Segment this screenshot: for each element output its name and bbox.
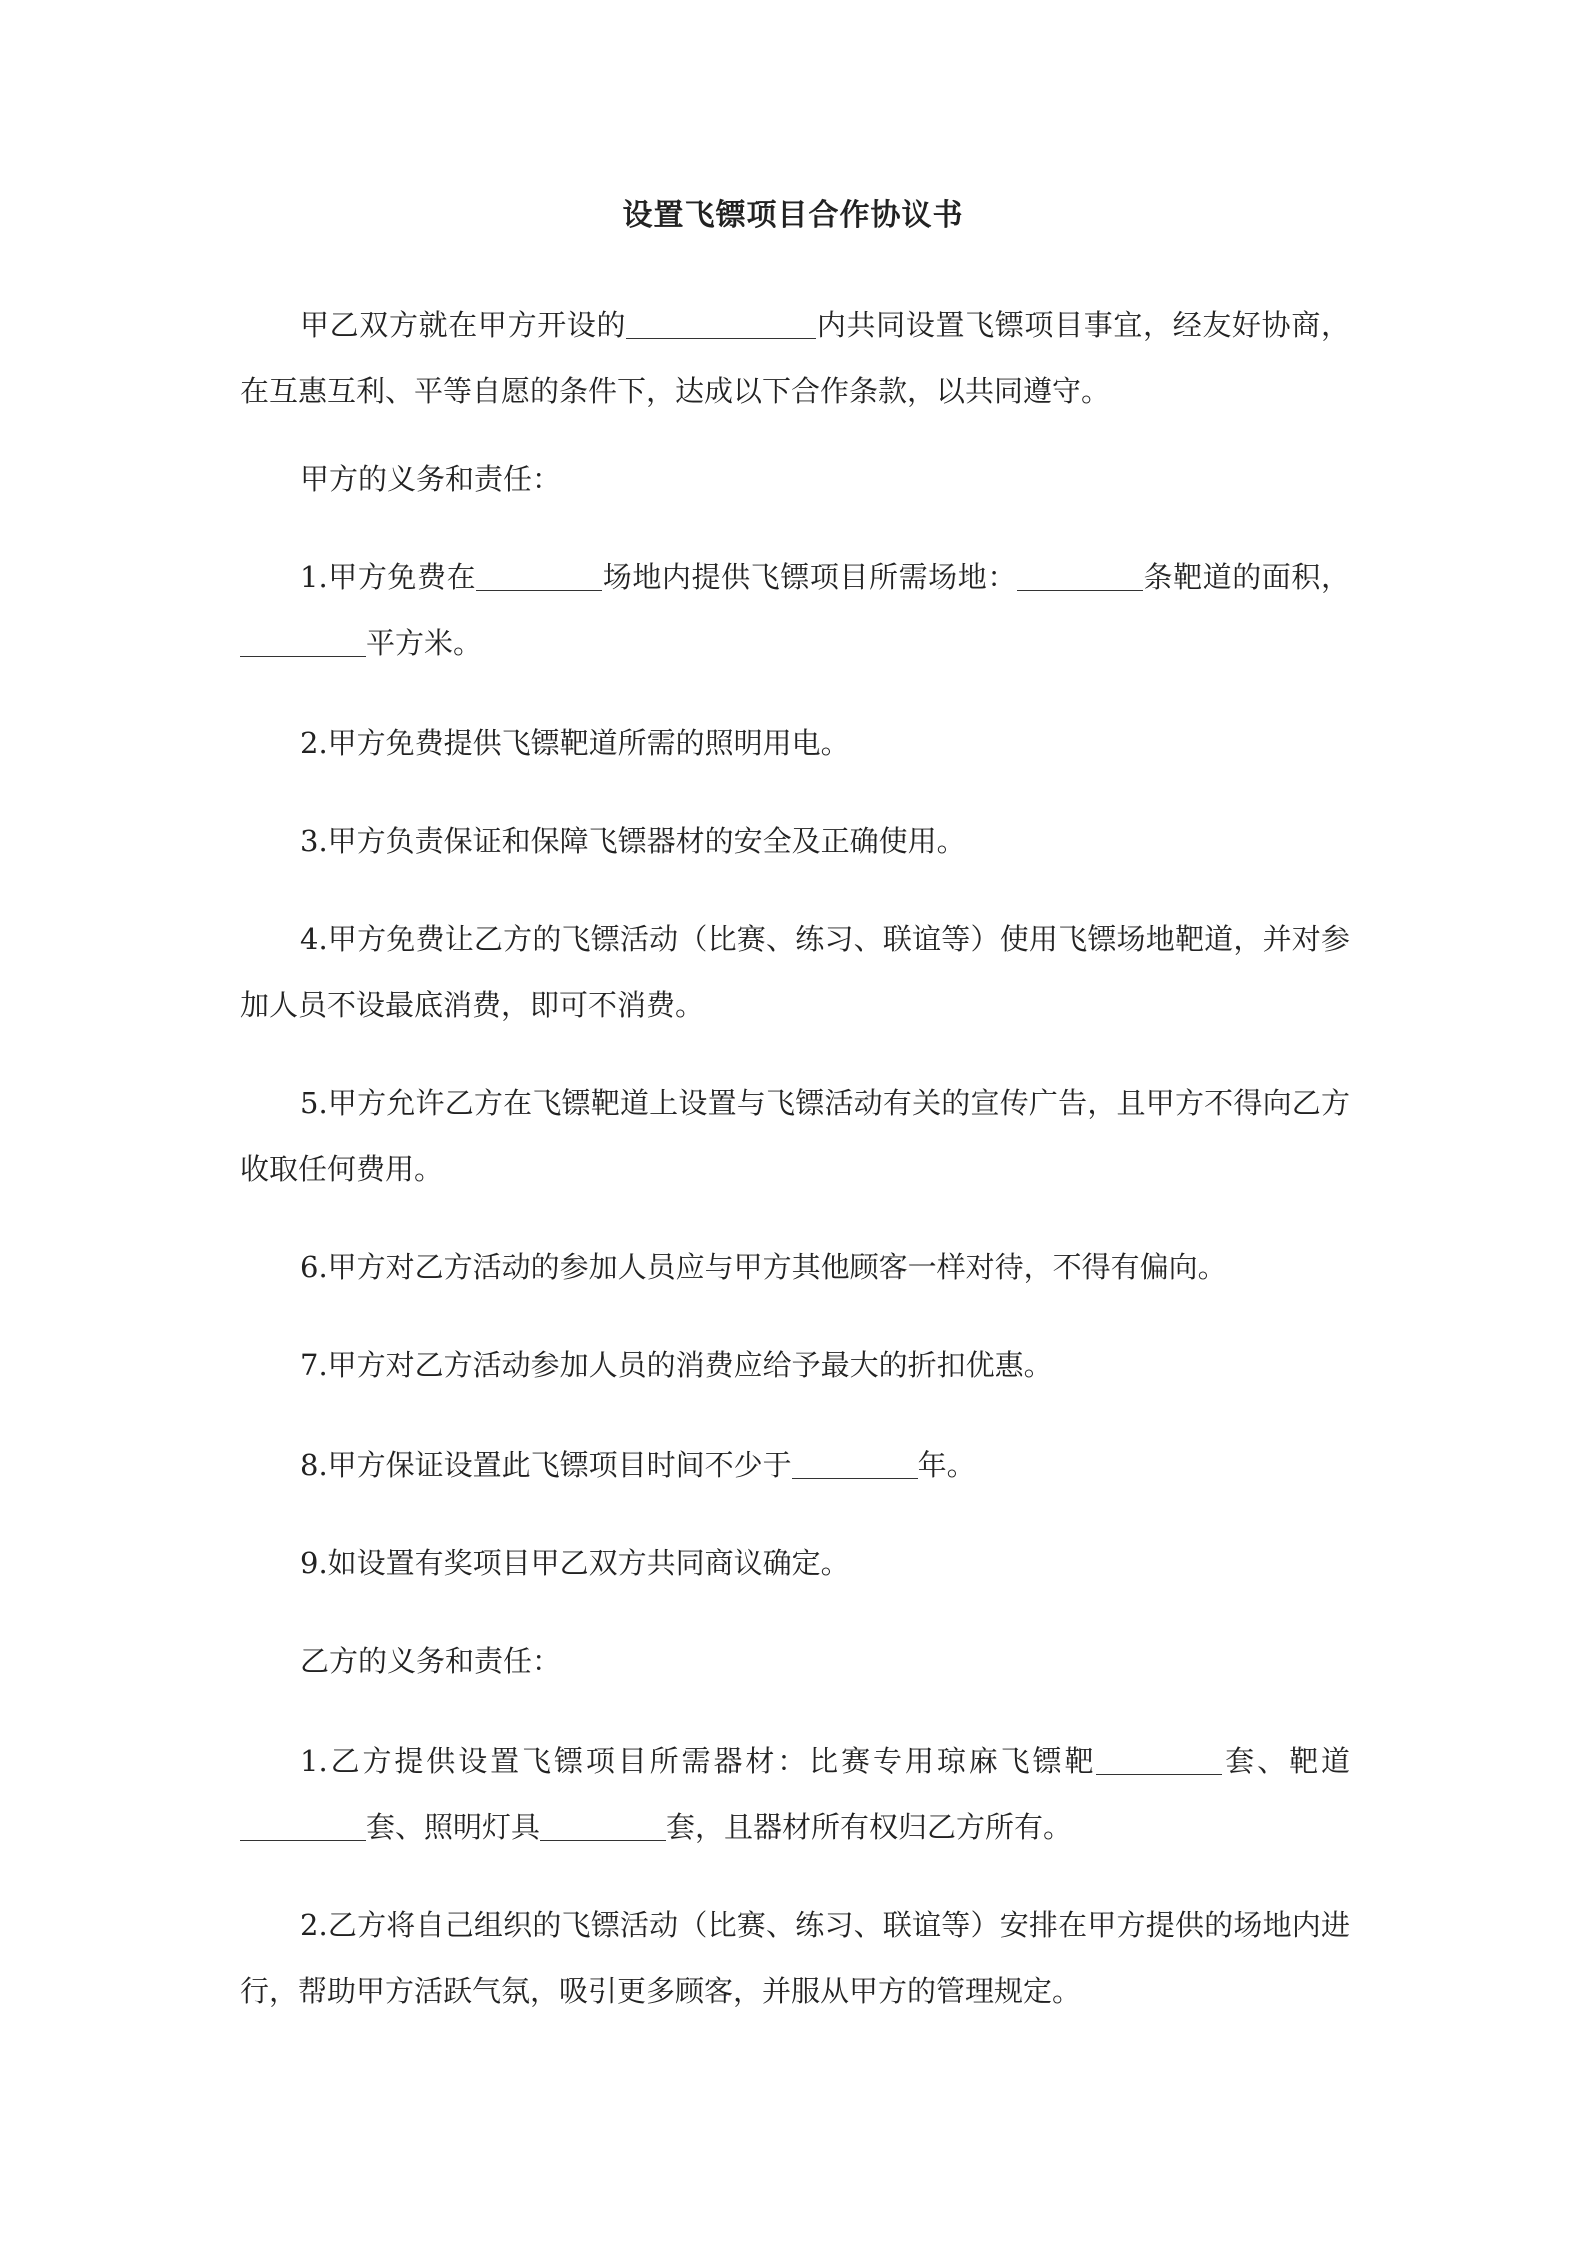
party-b-item-1-text-1: 1.乙方提供设置飞镖项目所需器材：比赛专用琼麻飞镖靶 [300,1744,1097,1778]
venue-name-blank [626,308,816,339]
party-b-item-2: 2.乙方将自己组织的飞镖活动（比赛、练习、联谊等）安排在甲方提供的场地内进行，帮助甲方活跃气氛，吸引更多顾客，并服从甲方的管理规定。 [240,1908,1350,2008]
party-a-item-5: 5.甲方允许乙方在飞镖靶道上设置与飞镖活动有关的宣传广告，且甲方不得向乙方收取任何费用。 [240,1086,1350,1186]
party-a-item-1 [240,544,1350,676]
party-a-item-1-text-1: 1.甲方免费在 [300,560,477,594]
party-a-item-2: 2.甲方免费提供飞镖靶道所需的照明用电。 [300,726,850,760]
party-b-item-1 [240,1728,1350,1860]
party-b-item-1-text-4: 套，且器材所有权归乙方所有。 [666,1810,1073,1844]
party-a-item-1-text-3: 条靶道的面积， [1142,560,1350,594]
document-title: 设置飞镖项目合作协议书 [622,198,964,233]
intro-text-1: 甲乙双方就在甲方开设的 [300,308,627,342]
dartboard-count-blank [1096,1744,1222,1775]
party-a-item-1-text-4: 平方米。 [366,626,483,660]
party-a-item-3: 3.甲方负责保证和保障飞镖器材的安全及正确使用。 [300,824,966,858]
area-blank [240,626,366,657]
party-a-item-6: 6.甲方对乙方活动的参加人员应与甲方其他顾客一样对待，不得有偏向。 [300,1250,1227,1284]
site-blank [476,560,602,591]
intro-paragraph [240,292,1350,424]
party-b-heading: 乙方的义务和责任： [300,1644,562,1678]
lighting-count-blank [540,1810,666,1841]
party-b-item-1-text-3: 套、照明灯具 [366,1810,541,1844]
party-a-item-8-text-1: 8.甲方保证设置此飞镖项目时间不少于 [300,1448,792,1482]
lane-set-count-blank [240,1810,366,1841]
intro-text-2: 内共同设置飞镖项目事宜，经友好协商，在互惠互利、平等自愿的条件下，达成以下合作条款，以共同遵守。 [240,308,1350,408]
party-a-heading: 甲方的义务和责任： [300,462,562,496]
party-a-item-8 [240,1432,1350,1498]
party-a-item-8-text-2: 年。 [917,1448,976,1482]
party-b-item-1-text-2: 套、靶道 [1222,1744,1350,1778]
party-a-item-7: 7.甲方对乙方活动参加人员的消费应给予最大的折扣优惠。 [300,1348,1053,1382]
party-a-item-1-text-2: 场地内提供飞镖项目所需场地： [602,560,1017,594]
lane-count-blank [1017,560,1143,591]
years-blank [792,1448,918,1479]
party-a-item-9: 9.如设置有奖项目甲乙双方共同商议确定。 [300,1546,850,1580]
party-a-item-4: 4.甲方免费让乙方的飞镖活动（比赛、练习、联谊等）使用飞镖场地靶道，并对参加人员不设最底消费，即可不消费。 [240,922,1350,1022]
